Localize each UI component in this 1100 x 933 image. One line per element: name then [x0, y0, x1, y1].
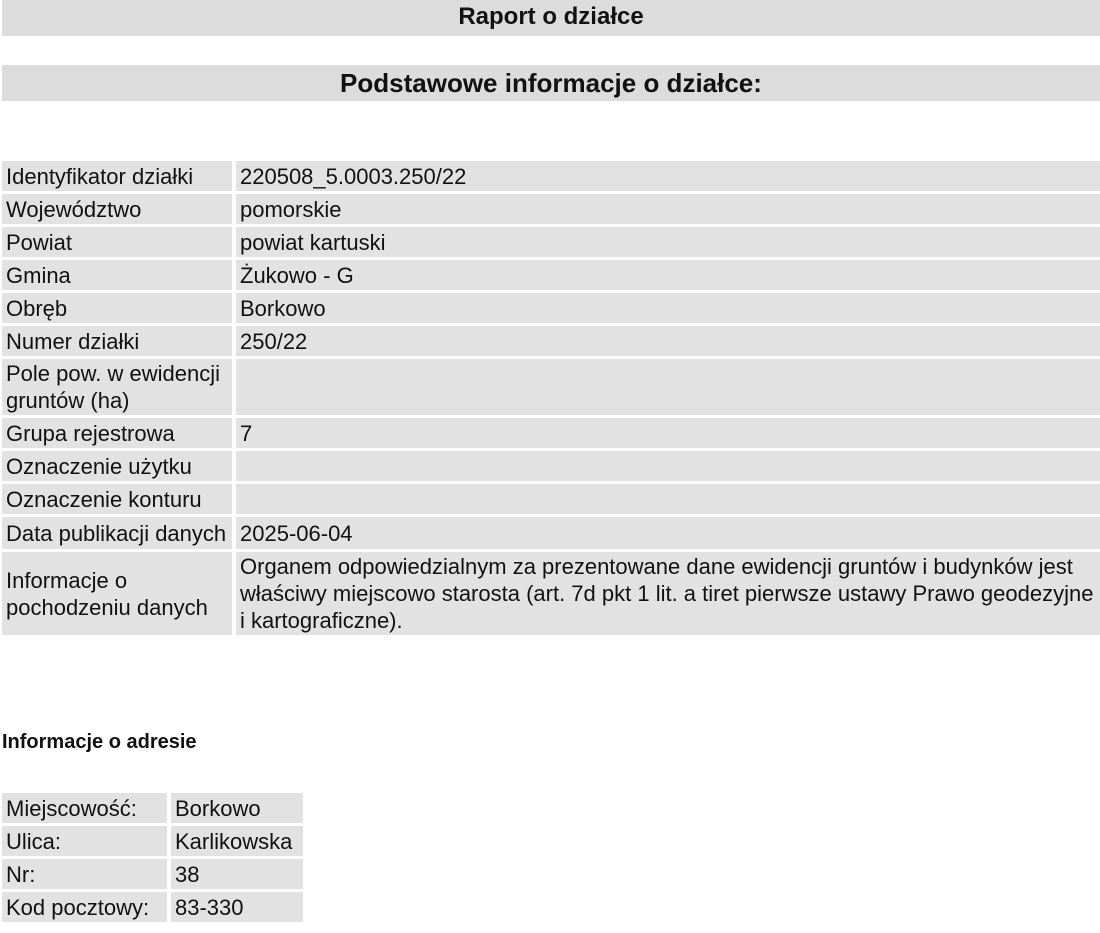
report-title: Raport o działce: [2, 0, 1100, 36]
county-value: powiat kartuski: [236, 227, 1100, 257]
contour-label: Oznaczenie konturu: [2, 484, 236, 514]
table-row: [2, 517, 1100, 549]
table-row: [2, 793, 303, 823]
area-value: [236, 359, 1100, 415]
register-group-value: 7: [236, 418, 1100, 448]
street-value: Karlikowska: [171, 826, 303, 856]
table-row: [2, 892, 303, 922]
table-row: [2, 194, 1100, 224]
table-row: [2, 826, 303, 856]
street-label: Ulica:: [2, 826, 171, 856]
table-row: [2, 260, 1100, 290]
precinct-value: Borkowo: [236, 293, 1100, 323]
land-use-label: Oznaczenie użytku: [2, 451, 236, 481]
postal-code-value: 83-330: [171, 892, 303, 922]
publication-date-label: Data publikacji danych: [2, 517, 236, 549]
table-row: [2, 484, 1100, 514]
voivodeship-label: Województwo: [2, 194, 236, 224]
parcel-id-label: Identyfikator działki: [2, 161, 236, 191]
parcel-info-table: [2, 158, 1100, 638]
house-number-value: 38: [171, 859, 303, 889]
basic-info-title: Podstawowe informacje o działce:: [2, 65, 1100, 101]
land-use-value: [236, 451, 1100, 481]
area-label: Pole pow. w ewidencji gruntów (ha): [2, 359, 236, 415]
table-row: [2, 418, 1100, 448]
parcel-id-value: 220508_5.0003.250/22: [236, 161, 1100, 191]
table-row: [2, 326, 1100, 356]
table-row: [2, 451, 1100, 481]
table-row: [2, 293, 1100, 323]
table-row: [2, 359, 1100, 415]
data-origin-value: Organem odpowiedzialnym za prezentowane dane ewidencji gruntów i budynków jest właściwy miejscowo starosta (art. 7d pkt 1 lit. a tiret pierwsze ustawy Prawo geodezyjne i kartograficzne).: [236, 552, 1100, 635]
register-group-label: Grupa rejestrowa: [2, 418, 236, 448]
house-number-label: Nr:: [2, 859, 171, 889]
table-row: [2, 859, 303, 889]
publication-date-value: 2025-06-04: [236, 517, 1100, 549]
contour-value: [236, 484, 1100, 514]
postal-code-label: Kod pocztowy:: [2, 892, 171, 922]
parcel-number-label: Numer działki: [2, 326, 236, 356]
commune-value: Żukowo - G: [236, 260, 1100, 290]
address-table: [2, 790, 303, 925]
table-row: [2, 227, 1100, 257]
commune-label: Gmina: [2, 260, 236, 290]
address-section-heading: Informacje o adresie: [2, 731, 197, 753]
table-row: [2, 552, 1100, 635]
locality-label: Miejscowość:: [2, 793, 171, 823]
table-row: [2, 161, 1100, 191]
voivodeship-value: pomorskie: [236, 194, 1100, 224]
parcel-number-value: 250/22: [236, 326, 1100, 356]
locality-value: Borkowo: [171, 793, 303, 823]
precinct-label: Obręb: [2, 293, 236, 323]
county-label: Powiat: [2, 227, 236, 257]
data-origin-label: Informacje o pochodzeniu danych: [2, 552, 236, 635]
